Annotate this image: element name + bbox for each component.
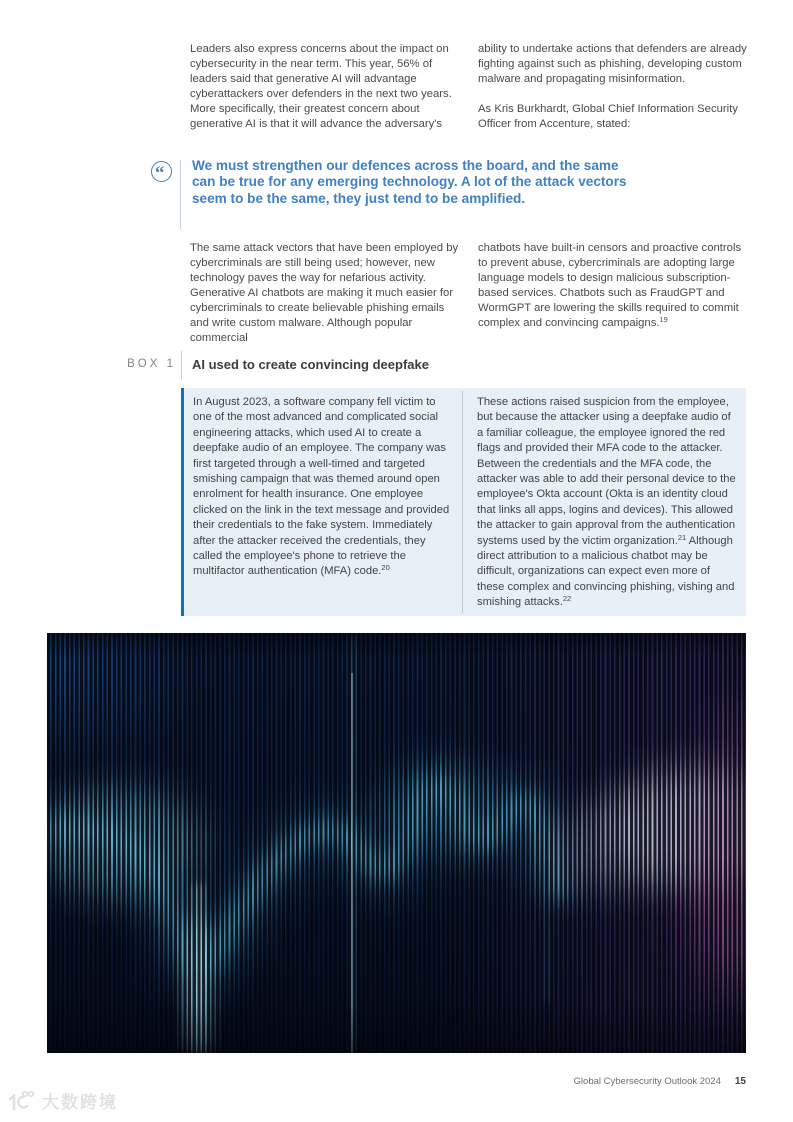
intro-paragraph-right-2: As Kris Burkhardt, Global Chief Information Security Officer from Accenture, stated: [478, 103, 738, 130]
intro-paragraph-right [478, 42, 750, 147]
watermark-text: 大数跨境 [42, 1093, 118, 1113]
body-paragraph-right [478, 241, 750, 331]
box-number-label: BOX 1 [127, 358, 176, 370]
box-heading-divider-line [181, 351, 182, 380]
intro-paragraph-right-1: ability to undertake actions that defenders are already fighting against such as phishing, developing custom malware and propagating misinformation. [478, 43, 747, 85]
pull-quote: We must strengthen our defences across the board, and the same can be true for any emerging technology. A lot of the attack vectors seem to be the same, they just tend to be amplified. [192, 158, 627, 206]
footnote-ref-22: 22 [562, 594, 572, 604]
page-footer [574, 1076, 746, 1087]
quote-icon: “ [151, 161, 172, 182]
footer-page-number: 15 [734, 1076, 746, 1087]
box1-column-divider-line [462, 391, 463, 613]
intro-paragraph-left: Leaders also express concerns about the impact on cybersecurity in the near term. This year, 56% of leaders said that generative AI will advantage cyberattackers over defenders in the next two years. More specifically, their greatest concern about generative AI is that it will advance the adversary's [190, 43, 452, 130]
box1-accent-bar [181, 388, 184, 616]
box1-right-text-2: Although direct attribution to a malicious chatbot may be difficult, organizations can expect even more of these complex and convincing phishing, vishing and smishing attacks. [477, 534, 735, 609]
footnote-ref-19: 19 [659, 315, 668, 324]
watermark [8, 1088, 118, 1113]
box1-panel [181, 388, 746, 616]
body-paragraph-left: The same attack vectors that have been employed by cybercriminals are still being used; however, new technology paves the way for nefarious activity. Generative AI chatbots are making it much easier for cybercriminals to create believable phishing emails and write custom malware. Although popular commercial [190, 242, 459, 344]
box1-column-right [477, 395, 737, 611]
waveform-stripe-overlay [47, 633, 746, 1053]
waveform-image [47, 633, 746, 1053]
footnote-ref-21: 21 [677, 532, 687, 542]
box1-left-text: In August 2023, a software company fell victim to one of the most advanced and complicated social engineering attacks, which used AI to create a deepfake audio of an employee. The company was first targeted through a well-timed and targeted smishing campaign that was themed around open enrolment for health insurance. One employee clicked on the link in the text message and provided their credentials to the fake system. Immediately after the attacker received the credentials, they called the employee's phone to retrieve the multifactor authentication (MFA) code. [193, 396, 450, 578]
quote-divider-line [180, 160, 181, 230]
box-title: AI used to create convincing deepfake [192, 357, 429, 372]
box1-right-text-1: These actions raised suspicion from the employee, but because the attacker using a deepfake audio of a familiar colleague, the employee ignored the red flags and provided their MFA code to the attacker. Between the credentials and the MFA code, the attacker was able to add their personal device to the employee's Okta account (Okta is an identity cloud that links all apps, logins and devices). This allowed the attacker to gain approval from the authentication systems used by the victim organization. [477, 396, 736, 547]
body-paragraph-right-text: chatbots have built-in censors and proactive controls to prevent abuse, cybercriminals are adopting large language models to design malicious subscription-based services. Chatbots such as FraudGPT and WormGPT are lowering the skills required to commit complex and convincing campaigns. [478, 242, 742, 329]
footer-report-title: Global Cybersecurity Outlook 2024 [573, 1076, 721, 1087]
footnote-ref-20: 20 [381, 563, 390, 573]
watermark-logo-icon [8, 1089, 38, 1113]
box1-column-left [193, 395, 455, 580]
